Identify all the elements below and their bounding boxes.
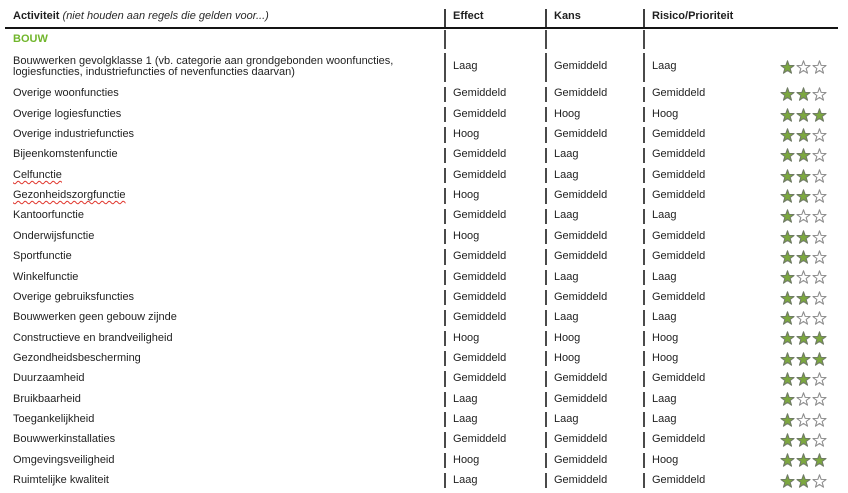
star-icon [796, 433, 811, 447]
star-icon [812, 413, 827, 427]
effect-value: Laag [444, 471, 545, 491]
star-icon [780, 372, 795, 386]
table-body [0, 50, 848, 491]
star-icon [812, 474, 827, 488]
column-header-effect: Effect [444, 0, 545, 27]
star-icon [796, 148, 811, 162]
activity-cell [0, 430, 444, 450]
effect-value: Hoog [444, 450, 545, 470]
risico-cell [643, 50, 848, 84]
star-icon [796, 352, 811, 366]
table-row [0, 308, 848, 328]
activity-cell [0, 247, 444, 267]
kans-value: Gemiddeld [545, 369, 643, 389]
activity-label: Overige industriefuncties [13, 128, 135, 141]
table-row [0, 165, 848, 185]
column-header-activiteit [5, 0, 444, 27]
kans-value: Gemiddeld [545, 287, 643, 307]
kans-value: Hoog [545, 348, 643, 368]
star-rating [780, 372, 827, 386]
star-icon [812, 230, 827, 244]
risico-value: Hoog [652, 351, 679, 364]
activity-label: Bouwwerkinstallaties [13, 433, 116, 446]
activiteit-header-label: Activiteit [13, 10, 60, 22]
effect-value: Gemiddeld [444, 145, 545, 165]
effect-value: Hoog [444, 186, 545, 206]
star-icon [812, 108, 827, 122]
effect-value: Laag [444, 389, 545, 409]
table-row [0, 186, 848, 206]
effect-value: Laag [444, 50, 545, 84]
risico-cell [643, 308, 848, 328]
activiteit-header-note: (niet houden aan regels die gelden voor...) [62, 10, 269, 22]
risico-value: Gemiddeld [652, 473, 706, 486]
star-icon [796, 128, 811, 142]
star-icon [780, 230, 795, 244]
star-icon [796, 169, 811, 183]
kans-value: Laag [545, 308, 643, 328]
star-rating [780, 169, 827, 183]
kans-value: Gemiddeld [545, 125, 643, 145]
star-icon [812, 352, 827, 366]
activity-label: Duurzaamheid [13, 372, 85, 385]
risico-cell [643, 84, 848, 104]
activity-cell [0, 267, 444, 287]
star-rating [780, 474, 827, 488]
star-rating [780, 433, 827, 447]
activity-label: Onderwijsfunctie [13, 229, 95, 242]
kans-value: Gemiddeld [545, 50, 643, 84]
star-icon [780, 87, 795, 101]
risico-value: Laag [652, 412, 677, 425]
star-icon [780, 189, 795, 203]
star-icon [796, 108, 811, 122]
star-icon [796, 250, 811, 264]
activity-cell [0, 389, 444, 409]
activity-cell [0, 104, 444, 124]
star-icon [780, 148, 795, 162]
star-icon [812, 433, 827, 447]
star-icon [780, 413, 795, 427]
star-icon [796, 230, 811, 244]
effect-value: Gemiddeld [444, 84, 545, 104]
table-row [0, 369, 848, 389]
activity-cell [0, 410, 444, 430]
risico-cell [643, 450, 848, 470]
table-row [0, 84, 848, 104]
activity-label: Ruimtelijke kwaliteit [13, 473, 109, 486]
star-icon [796, 60, 811, 74]
risico-value: Gemiddeld [652, 189, 706, 202]
star-icon [812, 169, 827, 183]
activity-label: Gezonheidszorgfunctie [13, 189, 126, 202]
risico-value: Laag [652, 311, 677, 324]
effect-value: Hoog [444, 125, 545, 145]
risico-cell [643, 125, 848, 145]
star-rating [780, 331, 827, 345]
activity-label: Celfunctie [13, 168, 62, 181]
star-rating [780, 148, 827, 162]
effect-value: Hoog [444, 226, 545, 246]
table-row [0, 104, 848, 124]
activity-label: Bijeenkomstenfunctie [13, 148, 118, 161]
risico-cell [643, 389, 848, 409]
star-icon [780, 433, 795, 447]
star-icon [780, 392, 795, 406]
risico-cell [643, 226, 848, 246]
risico-value: Gemiddeld [652, 250, 706, 263]
effect-value: Gemiddeld [444, 308, 545, 328]
effect-value: Gemiddeld [444, 247, 545, 267]
kans-value: Gemiddeld [545, 389, 643, 409]
star-rating [780, 87, 827, 101]
kans-value: Gemiddeld [545, 186, 643, 206]
star-icon [780, 209, 795, 223]
star-icon [796, 413, 811, 427]
table-row [0, 267, 848, 287]
activity-cell [0, 226, 444, 246]
star-rating [780, 270, 827, 284]
star-icon [796, 392, 811, 406]
star-icon [780, 474, 795, 488]
kans-value: Gemiddeld [545, 471, 643, 491]
risico-value: Gemiddeld [652, 148, 706, 161]
activity-cell [0, 125, 444, 145]
effect-value: Gemiddeld [444, 287, 545, 307]
star-icon [812, 128, 827, 142]
star-icon [780, 250, 795, 264]
effect-value: Gemiddeld [444, 206, 545, 226]
section-title: BOUW [13, 32, 48, 45]
activity-label: Overige gebruiksfuncties [13, 290, 135, 303]
activity-cell [0, 369, 444, 389]
risico-value: Hoog [652, 453, 679, 466]
activity-label: Bruikbaarheid [13, 392, 81, 405]
star-icon [796, 87, 811, 101]
star-icon [780, 453, 795, 467]
activity-cell [0, 450, 444, 470]
activity-cell [0, 145, 444, 165]
table-row [0, 430, 848, 450]
star-icon [812, 291, 827, 305]
star-icon [780, 128, 795, 142]
risico-value: Gemiddeld [652, 290, 706, 303]
kans-value: Laag [545, 206, 643, 226]
star-rating [780, 209, 827, 223]
star-rating [780, 189, 827, 203]
risico-cell [643, 410, 848, 430]
table-row [0, 471, 848, 491]
table-row [0, 206, 848, 226]
star-icon [812, 189, 827, 203]
risico-cell [643, 348, 848, 368]
activity-cell [0, 50, 444, 84]
star-rating [780, 108, 827, 122]
effect-value: Gemiddeld [444, 348, 545, 368]
star-icon [796, 453, 811, 467]
risico-value: Laag [652, 60, 677, 73]
kans-value: Gemiddeld [545, 226, 643, 246]
star-icon [812, 372, 827, 386]
star-rating [780, 60, 827, 74]
star-rating [780, 413, 827, 427]
star-icon [796, 291, 811, 305]
star-icon [780, 108, 795, 122]
star-icon [812, 148, 827, 162]
effect-value: Gemiddeld [444, 267, 545, 287]
effect-value: Gemiddeld [444, 369, 545, 389]
risico-cell [643, 104, 848, 124]
kans-value: Gemiddeld [545, 430, 643, 450]
activity-label: Constructieve en brandveiligheid [13, 331, 173, 344]
star-rating [780, 291, 827, 305]
effect-value: Laag [444, 410, 545, 430]
star-icon [812, 87, 827, 101]
activity-cell [0, 84, 444, 104]
star-icon [796, 474, 811, 488]
risico-cell [643, 206, 848, 226]
star-rating [780, 352, 827, 366]
table-row [0, 226, 848, 246]
star-rating [780, 230, 827, 244]
table-row [0, 410, 848, 430]
table-row [0, 247, 848, 267]
star-icon [796, 209, 811, 223]
kans-value: Gemiddeld [545, 247, 643, 267]
risico-value: Laag [652, 270, 677, 283]
activity-cell [0, 165, 444, 185]
activity-label: Bouwwerken geen gebouw zijnde [13, 311, 177, 324]
activity-cell [0, 348, 444, 368]
risico-cell [643, 145, 848, 165]
star-icon [796, 372, 811, 386]
kans-value: Gemiddeld [545, 450, 643, 470]
star-rating [780, 128, 827, 142]
risico-value: Gemiddeld [652, 128, 706, 141]
risico-value: Gemiddeld [652, 433, 706, 446]
star-icon [812, 209, 827, 223]
kans-value: Gemiddeld [545, 84, 643, 104]
table-row [0, 287, 848, 307]
kans-value: Laag [545, 410, 643, 430]
risico-cell [643, 165, 848, 185]
kans-value: Laag [545, 267, 643, 287]
star-icon [796, 331, 811, 345]
activity-label: Bouwwerken gevolgklasse 1 (vb. categorie aan grondgebonden woonfuncties, logiesfuncties, industriefuncties of nevenfuncties daarvan) [13, 54, 394, 78]
risico-cell [643, 186, 848, 206]
effect-value: Gemiddeld [444, 430, 545, 450]
effect-value: Gemiddeld [444, 165, 545, 185]
table-row [0, 348, 848, 368]
section-row-bouw [0, 29, 848, 50]
column-header-risico: Risico/Prioriteit [643, 0, 838, 27]
star-rating [780, 311, 827, 325]
column-header-kans: Kans [545, 0, 643, 27]
table-row [0, 389, 848, 409]
activity-cell [0, 206, 444, 226]
activity-label: Sportfunctie [13, 250, 72, 263]
star-icon [812, 60, 827, 74]
section-spacer [444, 29, 545, 50]
star-icon [812, 311, 827, 325]
risico-value: Gemiddeld [652, 372, 706, 385]
star-icon [812, 331, 827, 345]
risico-value: Laag [652, 209, 677, 222]
risico-value: Hoog [652, 331, 679, 344]
kans-value: Hoog [545, 328, 643, 348]
star-icon [780, 60, 795, 74]
activity-label: Toegankelijkheid [13, 412, 95, 425]
section-spacer [545, 29, 643, 50]
activity-label: Overige logiesfuncties [13, 107, 122, 120]
activity-cell [0, 287, 444, 307]
star-icon [780, 169, 795, 183]
star-icon [780, 331, 795, 345]
activity-label: Winkelfunctie [13, 270, 79, 283]
risico-value: Gemiddeld [652, 229, 706, 242]
star-icon [780, 352, 795, 366]
activity-label: Kantoorfunctie [13, 209, 84, 222]
risico-value: Gemiddeld [652, 87, 706, 100]
star-icon [796, 270, 811, 284]
star-icon [812, 270, 827, 284]
table-header-row [5, 0, 838, 29]
star-rating [780, 250, 827, 264]
star-icon [812, 392, 827, 406]
activity-cell [0, 308, 444, 328]
star-icon [812, 453, 827, 467]
risico-value: Gemiddeld [652, 168, 706, 181]
star-icon [796, 189, 811, 203]
risico-cell [643, 369, 848, 389]
risico-cell [643, 471, 848, 491]
star-icon [780, 291, 795, 305]
activity-label: Omgevingsveiligheid [13, 453, 115, 466]
kans-value: Laag [545, 145, 643, 165]
kans-value: Hoog [545, 104, 643, 124]
star-rating [780, 453, 827, 467]
activity-label: Gezondheidsbescherming [13, 351, 141, 364]
activity-cell [0, 328, 444, 348]
activity-label: Overige woonfuncties [13, 87, 119, 100]
table-row [0, 125, 848, 145]
effect-value: Gemiddeld [444, 104, 545, 124]
star-icon [780, 270, 795, 284]
table-row [0, 328, 848, 348]
activity-cell [0, 186, 444, 206]
risico-cell [643, 267, 848, 287]
risico-cell [643, 328, 848, 348]
risico-cell [643, 247, 848, 267]
star-rating [780, 392, 827, 406]
star-icon [796, 311, 811, 325]
risico-value: Laag [652, 392, 677, 405]
risico-cell [643, 287, 848, 307]
risico-value: Hoog [652, 107, 679, 120]
table-row [0, 50, 848, 84]
kans-value: Laag [545, 165, 643, 185]
star-icon [780, 311, 795, 325]
section-spacer [643, 29, 848, 50]
effect-value: Hoog [444, 328, 545, 348]
risico-cell [643, 430, 848, 450]
table-row [0, 145, 848, 165]
activity-cell [0, 471, 444, 491]
star-icon [812, 250, 827, 264]
table-row [0, 450, 848, 470]
